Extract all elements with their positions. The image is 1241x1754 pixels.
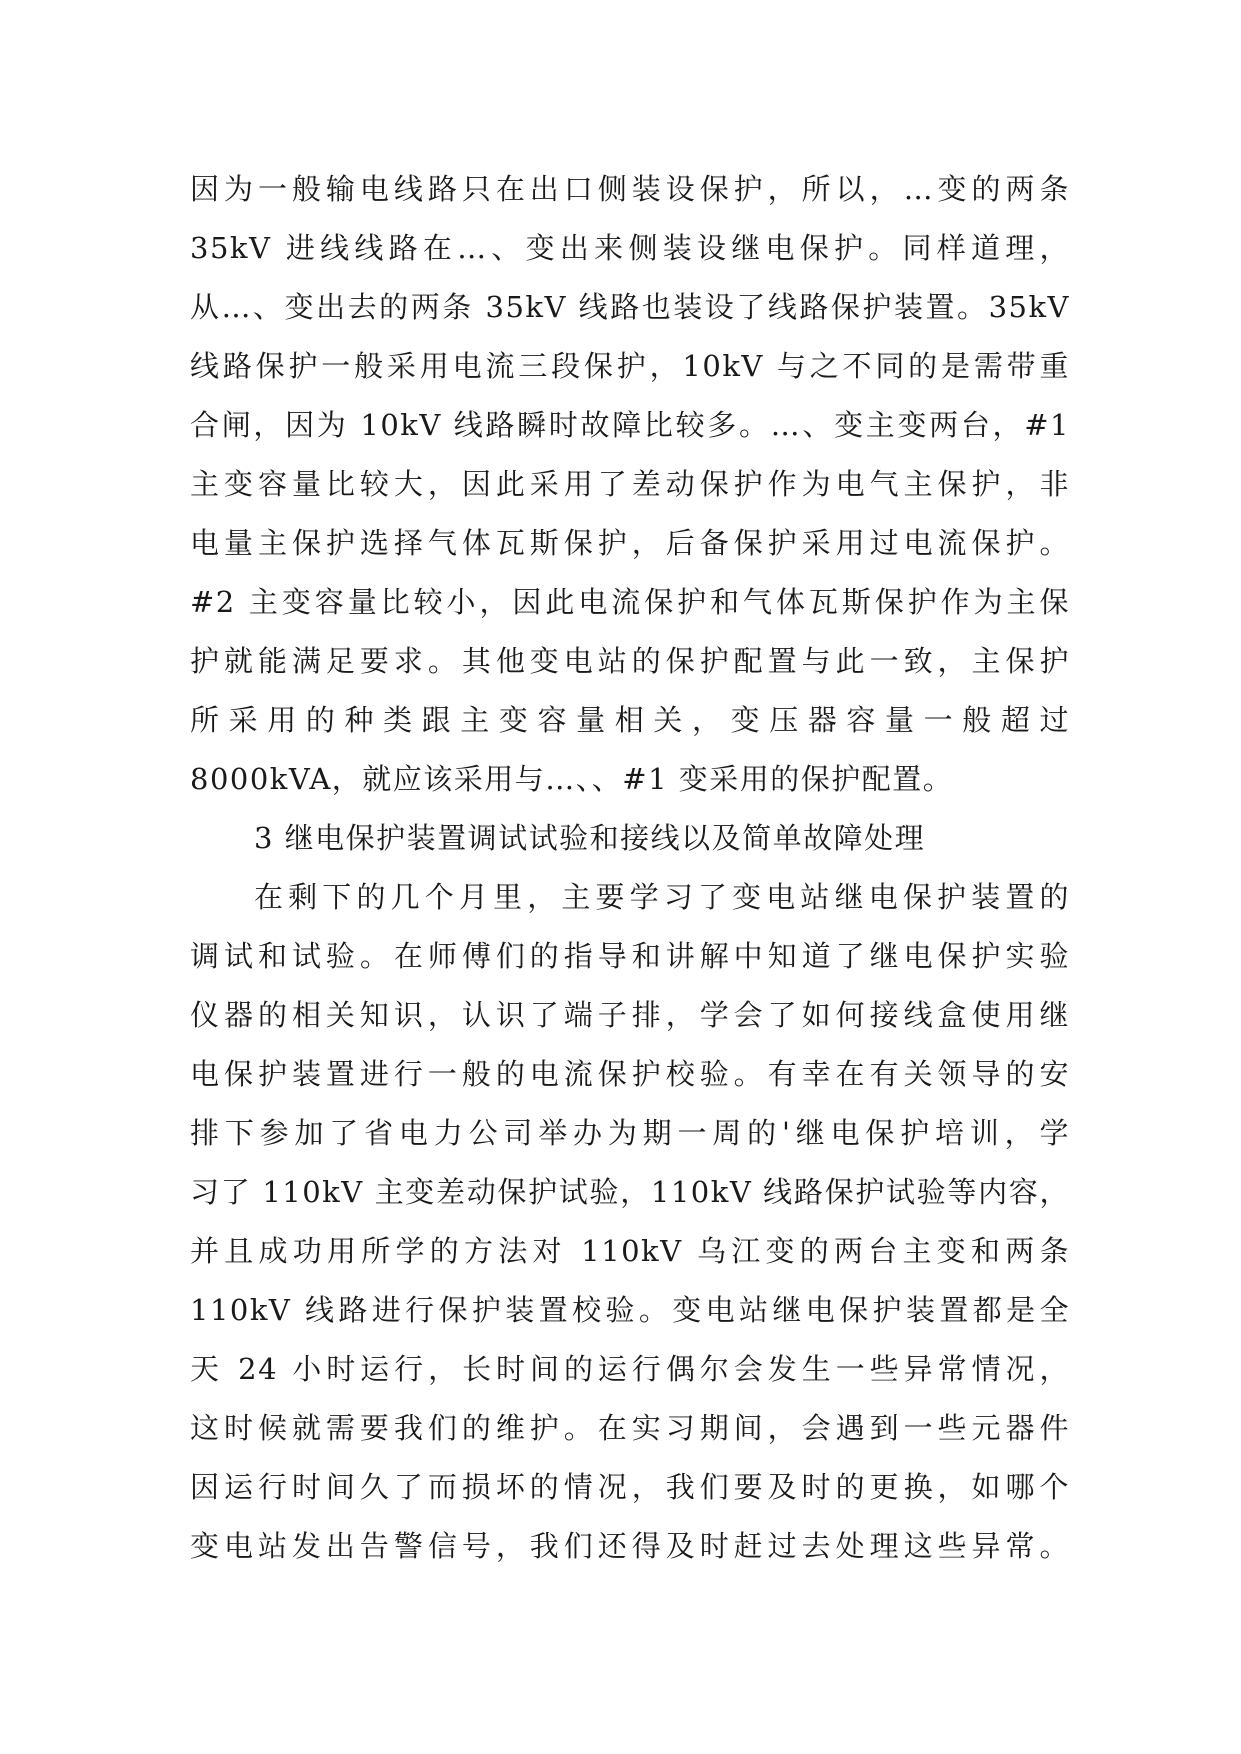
document-body <box>190 160 1070 1576</box>
text-line: 线路保护一般采用电流三段保护，10kV 与之不同的是需带重 <box>190 349 1070 383</box>
text-line: 仪器的相关知识，认识了端子排，学会了如何接线盒使用继 <box>190 998 1070 1032</box>
paragraph-protection-config <box>190 160 1070 809</box>
text-line: 变电站发出告警信号，我们还得及时赶过去处理这些异常。 <box>190 1529 1070 1563</box>
text-line: 习了 110kV 主变差动保护试验，110kV 线路保护试验等内容， <box>190 1175 1070 1209</box>
text-line: 排下参加了省电力公司举办为期一周的'继电保护培训，学 <box>190 1116 1070 1150</box>
text-line: 这时候就需要我们的维护。在实习期间，会遇到一些元器件 <box>190 1411 1070 1445</box>
text-line: 8000kVA，就应该采用与…、、#1 变采用的保护配置。 <box>190 762 954 796</box>
text-line: 110kV 线路进行保护装置校验。变电站继电保护装置都是全 <box>190 1293 1070 1327</box>
text-line: 主变容量比较大，因此采用了差动保护作为电气主保护，非 <box>190 467 1070 501</box>
text-line: 电保护装置进行一般的电流保护校验。有幸在有关领导的安 <box>190 1057 1070 1091</box>
text-line: 35kV 进线线路在…、变出来侧装设继电保护。同样道理， <box>190 231 1070 265</box>
text-line: 因为一般输电线路只在出口侧装设保护，所以，…变的两条 <box>190 172 1070 206</box>
text-line: 在剩下的几个月里，主要学习了变电站继电保护装置的 <box>254 880 1070 914</box>
text-line: 护就能满足要求。其他变电站的保护配置与此一致，主保护 <box>190 644 1070 678</box>
text-line: 所采用的种类跟主变容量相关，变压器容量一般超过 <box>190 703 1070 737</box>
paragraph-debugging-testing <box>190 868 1070 1576</box>
text-line: 并且成功用所学的方法对 110kV 乌江变的两台主变和两条 <box>190 1234 1070 1268</box>
text-line: 电量主保护选择气体瓦斯保护，后备保护采用过电流保护。 <box>190 526 1070 560</box>
text-line: #2 主变容量比较小，因此电流保护和气体瓦斯保护作为主保 <box>190 585 1070 619</box>
text-line: 调试和试验。在师傅们的指导和讲解中知道了继电保护实验 <box>190 939 1070 973</box>
section-heading: 3 继电保护装置调试试验和接线以及简单故障处理 <box>254 821 926 855</box>
text-line: 合闸，因为 10kV 线路瞬时故障比较多。…、变主变两台，#1 <box>190 408 1070 442</box>
text-line: 天 24 小时运行，长时间的运行偶尔会发生一些异常情况， <box>190 1352 1070 1386</box>
text-line: 因运行时间久了而损坏的情况，我们要及时的更换，如哪个 <box>190 1470 1070 1504</box>
text-line: 从…、变出去的两条 35kV 线路也装设了线路保护装置。35kV <box>190 290 1070 324</box>
